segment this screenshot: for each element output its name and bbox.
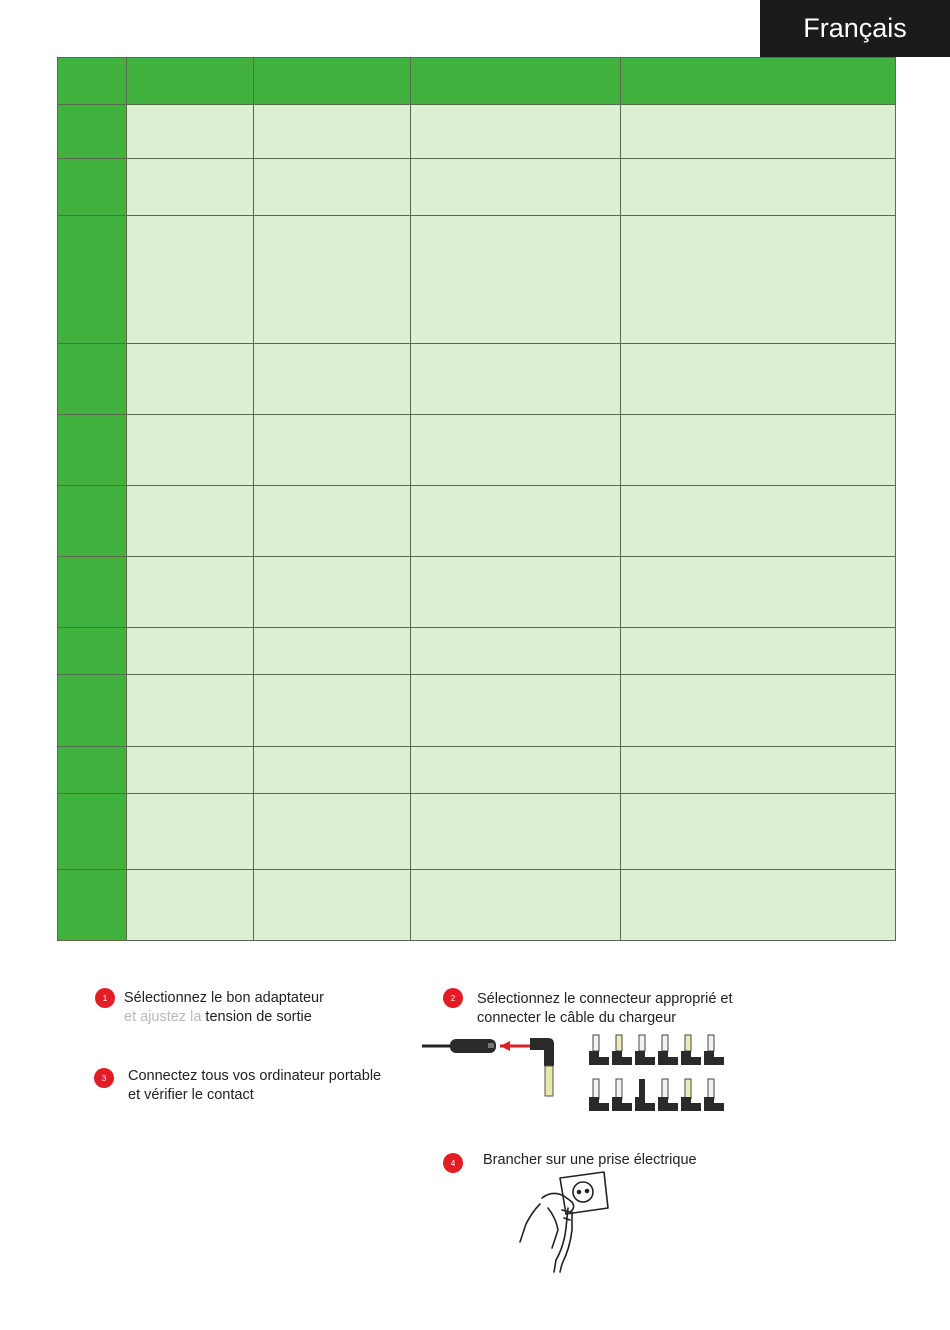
step-4-badge: 4 [443, 1153, 463, 1173]
table-cell [411, 628, 621, 675]
wall-outlet-hand-icon [512, 1168, 617, 1273]
table-row [58, 486, 896, 557]
table-cell [621, 747, 896, 794]
table-cell [254, 159, 411, 216]
table-header-cell [411, 58, 621, 105]
table-cell [621, 557, 896, 628]
table-cell [58, 216, 127, 344]
table-cell [58, 870, 127, 941]
table-cell [254, 344, 411, 415]
table-cell [127, 486, 254, 557]
table-cell [411, 747, 621, 794]
table-row [58, 216, 896, 344]
table-cell [254, 486, 411, 557]
table-cell [254, 870, 411, 941]
step-3-text: Connectez tous vos ordinateur portable et vérifier le contact [128, 1068, 382, 1103]
step-3-badge: 3 [94, 1068, 114, 1088]
table-header-row [58, 58, 896, 105]
table-cell [254, 216, 411, 344]
table-cell [58, 105, 127, 159]
step-1-text: Sélectionnez le bon adaptateur et ajustez la tension de sortie [124, 990, 324, 1025]
table-cell [58, 344, 127, 415]
step-4-text: Brancher sur une prise électrique [483, 1152, 697, 1168]
table-cell [127, 794, 254, 870]
table-cell [58, 628, 127, 675]
table-cell [621, 486, 896, 557]
table-cell [127, 159, 254, 216]
language-tab: Français [760, 0, 950, 57]
step-2-badge: 2 [443, 988, 463, 1008]
table-cell [58, 747, 127, 794]
table-row [58, 794, 896, 870]
table-cell [58, 675, 127, 747]
table-row [58, 675, 896, 747]
table-header-cell [58, 58, 127, 105]
table-cell [127, 870, 254, 941]
table-cell [411, 870, 621, 941]
step-2-text: Sélectionnez le connecteur approprié et connecter le câble du chargeur [477, 991, 733, 1026]
table-cell [621, 216, 896, 344]
table-cell [411, 557, 621, 628]
table-cell [411, 794, 621, 870]
table-row [58, 557, 896, 628]
table-cell [621, 105, 896, 159]
spec-table [57, 57, 896, 941]
table-cell [127, 344, 254, 415]
table-cell [621, 628, 896, 675]
table-cell [254, 557, 411, 628]
table-header-cell [254, 58, 411, 105]
table-cell [127, 628, 254, 675]
table-cell [621, 344, 896, 415]
table-cell [254, 794, 411, 870]
connector-tips-icon [585, 1033, 730, 1115]
table-cell [127, 216, 254, 344]
table-cell [254, 747, 411, 794]
table-row [58, 344, 896, 415]
table-cell [254, 415, 411, 486]
table-row [58, 415, 896, 486]
table-cell [411, 415, 621, 486]
table-cell [621, 675, 896, 747]
table-cell [621, 415, 896, 486]
table-cell [254, 628, 411, 675]
table-cell [127, 747, 254, 794]
table-cell [621, 159, 896, 216]
table-row [58, 105, 896, 159]
table-header-cell [127, 58, 254, 105]
table-cell [411, 216, 621, 344]
table-cell [411, 675, 621, 747]
table-cell [411, 105, 621, 159]
table-row [58, 747, 896, 794]
table-cell [254, 105, 411, 159]
table-cell [411, 159, 621, 216]
table-row [58, 628, 896, 675]
table-cell [127, 415, 254, 486]
table-cell [58, 415, 127, 486]
table-cell [58, 794, 127, 870]
table-cell [621, 870, 896, 941]
table-cell [58, 159, 127, 216]
table-cell [621, 794, 896, 870]
table-header-cell [621, 58, 896, 105]
table-cell [127, 557, 254, 628]
table-cell [127, 675, 254, 747]
charger-plug-icon [420, 1030, 560, 1100]
table-row [58, 870, 896, 941]
step-1-badge: 1 [95, 988, 115, 1008]
table-cell [58, 557, 127, 628]
table-row [58, 159, 896, 216]
table-cell [411, 344, 621, 415]
table-cell [58, 486, 127, 557]
table-cell [254, 675, 411, 747]
table-cell [411, 486, 621, 557]
table-cell [127, 105, 254, 159]
